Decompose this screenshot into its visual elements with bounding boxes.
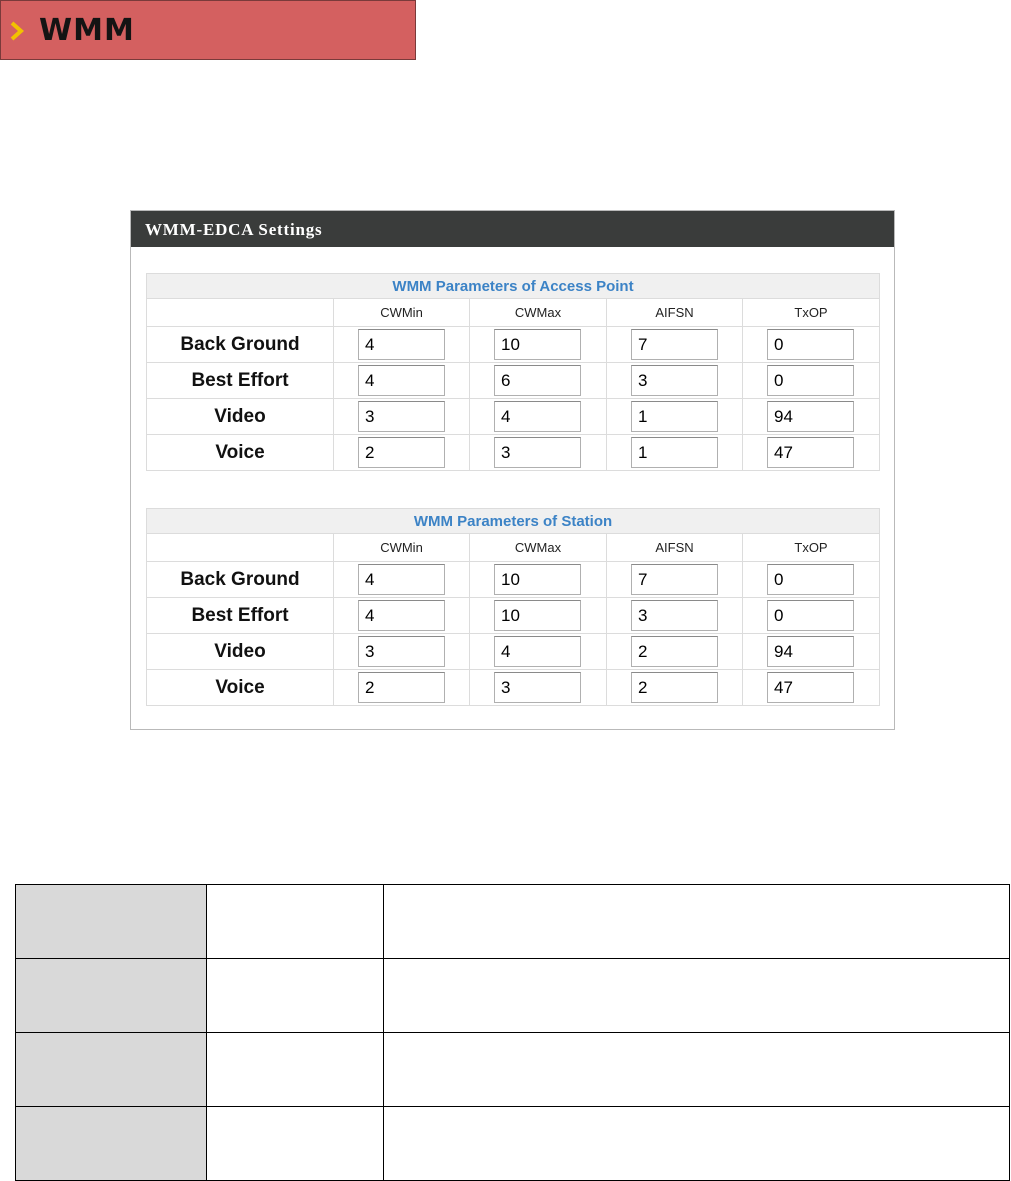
txop-input[interactable]: [767, 564, 854, 595]
txop-input[interactable]: [767, 329, 854, 360]
wmm-edca-panel: [130, 210, 895, 730]
row-label: Best Effort: [147, 598, 334, 634]
description-table: [15, 884, 1010, 1181]
section-banner: [0, 0, 416, 60]
cwmax-input[interactable]: [494, 672, 581, 703]
cwmin-input[interactable]: [358, 365, 445, 396]
row-label: Back Ground: [147, 327, 334, 363]
txop-input[interactable]: [767, 401, 854, 432]
cwmax-input[interactable]: [494, 636, 581, 667]
cwmin-input[interactable]: [358, 437, 445, 468]
cwmax-input[interactable]: [494, 564, 581, 595]
aifsn-input[interactable]: [631, 401, 718, 432]
row-label: Voice: [147, 435, 334, 471]
column-header: AIFSN: [607, 534, 743, 562]
banner-title: WMM: [39, 13, 135, 48]
cwmax-input[interactable]: [494, 437, 581, 468]
table-row: [147, 634, 880, 670]
description-value-cell: [207, 1033, 384, 1107]
description-text-cell: [384, 1033, 1010, 1107]
txop-input[interactable]: [767, 600, 854, 631]
aifsn-input[interactable]: [631, 600, 718, 631]
column-header: CWMax: [470, 299, 607, 327]
cwmax-input[interactable]: [494, 401, 581, 432]
column-header: CWMin: [334, 299, 470, 327]
description-value-cell: [207, 959, 384, 1033]
description-value-cell: [207, 1107, 384, 1181]
table-row: [147, 598, 880, 634]
cwmin-input[interactable]: [358, 636, 445, 667]
aifsn-input[interactable]: [631, 636, 718, 667]
column-header: CWMin: [334, 534, 470, 562]
table-row: [147, 435, 880, 471]
txop-input[interactable]: [767, 437, 854, 468]
aifsn-input[interactable]: [631, 437, 718, 468]
cwmin-input[interactable]: [358, 600, 445, 631]
row-label: Video: [147, 399, 334, 435]
description-text-cell: [384, 1107, 1010, 1181]
chevron-right-icon: [9, 21, 25, 41]
table-row: [16, 885, 1010, 959]
txop-input[interactable]: [767, 672, 854, 703]
cwmax-input[interactable]: [494, 600, 581, 631]
aifsn-input[interactable]: [631, 564, 718, 595]
table-row: [147, 327, 880, 363]
row-label: Best Effort: [147, 363, 334, 399]
row-label: Video: [147, 634, 334, 670]
ap-parameters-table: [146, 273, 880, 471]
panel-title: WMM-EDCA Settings: [131, 211, 894, 247]
aifsn-input[interactable]: [631, 365, 718, 396]
description-label-cell: [16, 1107, 207, 1181]
cwmin-input[interactable]: [358, 401, 445, 432]
column-header: TxOP: [743, 534, 880, 562]
table-row: [16, 1107, 1010, 1181]
cwmin-input[interactable]: [358, 564, 445, 595]
column-header: TxOP: [743, 299, 880, 327]
description-text-cell: [384, 885, 1010, 959]
txop-input[interactable]: [767, 365, 854, 396]
table-row: [147, 363, 880, 399]
corner-cell: [147, 534, 334, 562]
row-label: Back Ground: [147, 562, 334, 598]
description-label-cell: [16, 959, 207, 1033]
description-label-cell: [16, 1033, 207, 1107]
cwmax-input[interactable]: [494, 329, 581, 360]
cwmin-input[interactable]: [358, 329, 445, 360]
ap-section-title: WMM Parameters of Access Point: [147, 274, 880, 299]
description-value-cell: [207, 885, 384, 959]
description-text-cell: [384, 959, 1010, 1033]
table-row: [147, 670, 880, 706]
table-row: [16, 959, 1010, 1033]
aifsn-input[interactable]: [631, 329, 718, 360]
corner-cell: [147, 299, 334, 327]
row-label: Voice: [147, 670, 334, 706]
table-row: [16, 1033, 1010, 1107]
description-label-cell: [16, 885, 207, 959]
table-row: [147, 562, 880, 598]
cwmax-input[interactable]: [494, 365, 581, 396]
table-row: [147, 399, 880, 435]
aifsn-input[interactable]: [631, 672, 718, 703]
column-header: CWMax: [470, 534, 607, 562]
station-parameters-table: [146, 508, 880, 706]
cwmin-input[interactable]: [358, 672, 445, 703]
column-header: AIFSN: [607, 299, 743, 327]
station-section-title: WMM Parameters of Station: [147, 509, 880, 534]
txop-input[interactable]: [767, 636, 854, 667]
